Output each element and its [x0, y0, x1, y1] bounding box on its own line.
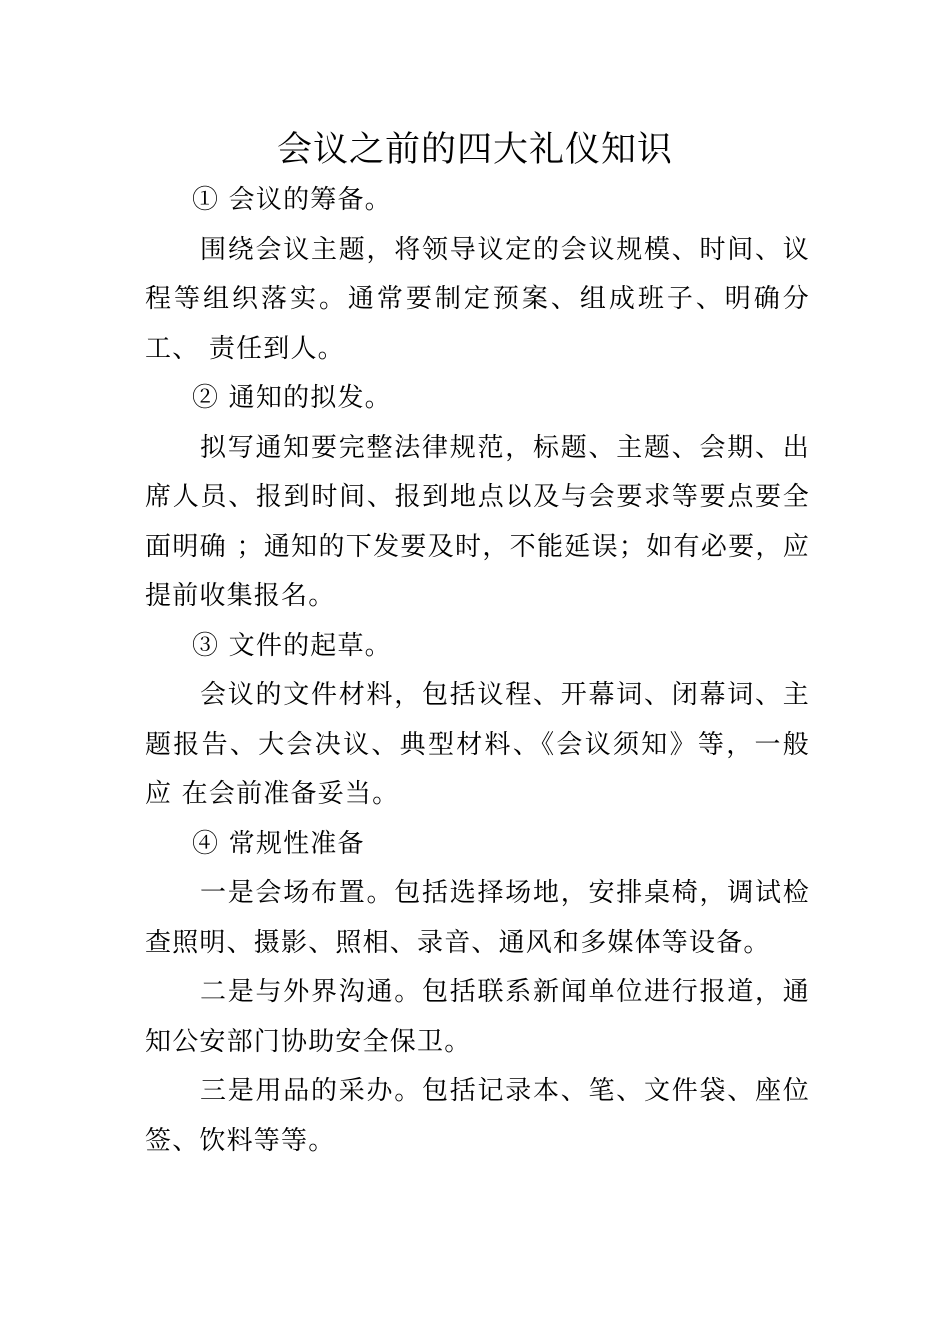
section-1-paragraph: 围绕会议主题，将领导议定的会议规模、时间、议程等组织落实。通常要制定预案、组成班子、明确分工、 责任到人。	[145, 234, 810, 364]
section-heading-2: ② 通知的拟发。	[192, 383, 392, 413]
document-title: 会议之前的四大礼仪知识	[276, 130, 673, 170]
section-heading-3: ③ 文件的起草。	[192, 630, 392, 661]
section-4-paragraph-3: 三是用品的采办。包括记录本、笔、文件袋、座位签、饮料等等。	[145, 1076, 810, 1156]
section-heading-4: ④ 常规性准备	[192, 828, 365, 859]
section-4-paragraph-1: 一是会场布置。包括选择场地，安排桌椅，调试检查照明、摄影、照相、录音、通风和多媒体等设备。	[145, 878, 810, 958]
section-3-paragraph: 会议的文件材料，包括议程、开幕词、闭幕词、主题报告、大会决议、典型材料、《会议须知》等，一般应 在会前准备妥当。	[145, 680, 810, 809]
section-4-paragraph-2: 二是与外界沟通。包括联系新闻单位进行报道，通知公安部门协助安全保卫。	[145, 977, 810, 1057]
section-heading-1: ① 会议的筹备。	[192, 185, 392, 215]
document-body	[145, 176, 810, 1166]
section-2-paragraph: 拟写通知要完整法律规范，标题、主题、会期、出席人员、报到时间、报到地点以及与会要求等要点要全面明确 ；通知的下发要及时，不能延误；如有必要，应提前收集报名。	[145, 432, 810, 611]
